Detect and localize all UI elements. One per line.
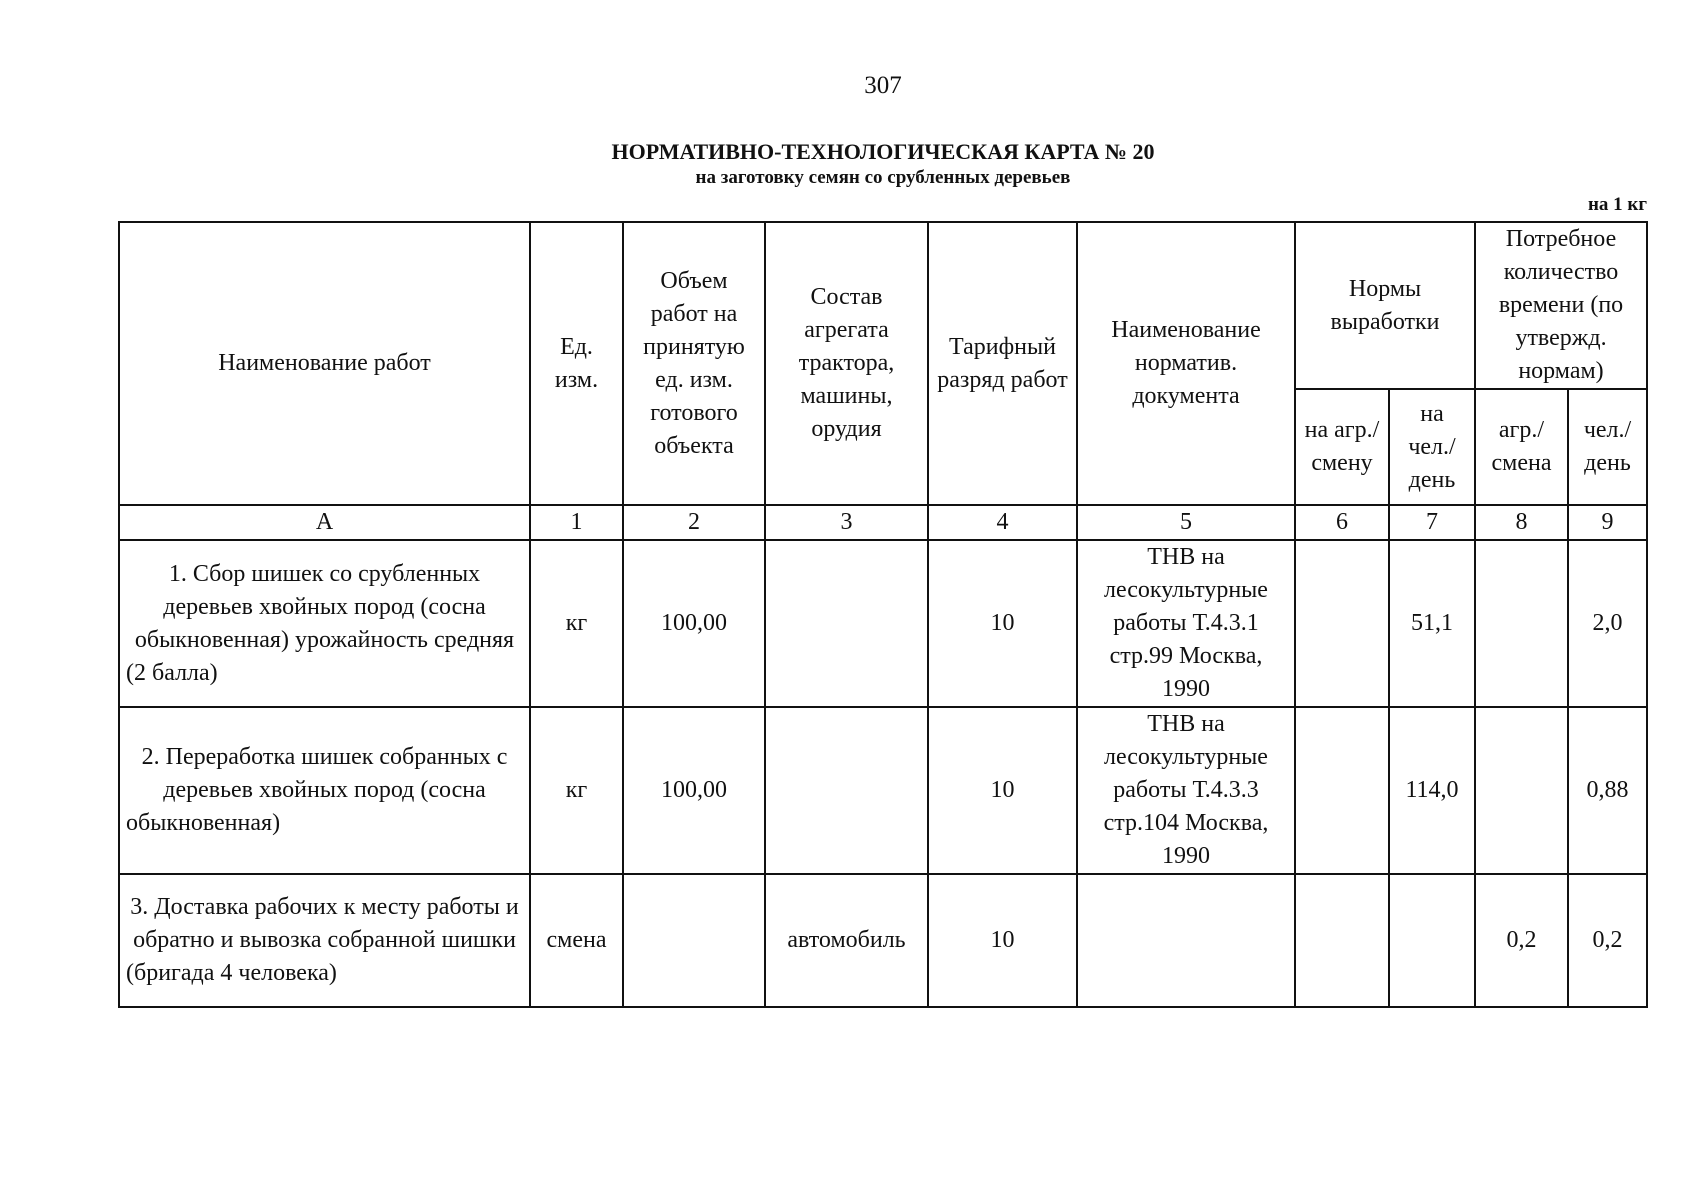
norm-man-cell bbox=[1389, 874, 1475, 1007]
unit-note: на 1 кг bbox=[1587, 194, 1647, 215]
time-man-cell: 0,88 bbox=[1568, 707, 1647, 874]
time-man-cell: 2,0 bbox=[1568, 540, 1647, 707]
unit-cell: смена bbox=[530, 874, 623, 1007]
document-cell: ТНВ на лесокультурные работы Т.4.3.1 стр.99 Москва, 1990 bbox=[1077, 540, 1295, 707]
index-cell: 9 bbox=[1568, 505, 1647, 540]
index-cell: 6 bbox=[1295, 505, 1389, 540]
table-row bbox=[119, 874, 1647, 1007]
header-grade: Тарифный разряд работ bbox=[928, 222, 1077, 505]
index-cell: 2 bbox=[623, 505, 765, 540]
document-subtitle: на заготовку семян со срубленных деревьев bbox=[695, 167, 1071, 188]
composition-cell: автомобиль bbox=[765, 874, 928, 1007]
unit-cell: кг bbox=[530, 540, 623, 707]
header-unit: Ед. изм. bbox=[530, 222, 623, 505]
index-cell: 4 bbox=[928, 505, 1077, 540]
page-number: 307 bbox=[864, 72, 902, 99]
header-name: Наименование работ bbox=[119, 222, 530, 505]
header-volume: Объем работ на принятую ед. изм. готового объекта bbox=[623, 222, 765, 505]
index-cell: 5 bbox=[1077, 505, 1295, 540]
volume-cell: 100,00 bbox=[623, 707, 765, 874]
document-title: НОРМАТИВНО-ТЕХНОЛОГИЧЕСКАЯ КАРТА № 20 bbox=[611, 139, 1155, 164]
work-name-cell: 3. Доставка рабочих к месту работы и обратно и вывозка собранной шишки (бригада 4 человека) bbox=[119, 874, 530, 1007]
header-time: Потребное количество времени (по утвержд. нормам) bbox=[1475, 222, 1647, 389]
header-time-agr: агр./ смена bbox=[1475, 389, 1568, 505]
grade-cell: 10 bbox=[928, 874, 1077, 1007]
norm-man-cell: 114,0 bbox=[1389, 707, 1475, 874]
norm-agr-cell bbox=[1295, 540, 1389, 707]
volume-cell: 100,00 bbox=[623, 540, 765, 707]
work-name-cell: 1. Сбор шишек со срубленных деревьев хвойных пород (сосна обыкновенная) урожайность средняя (2 балла) bbox=[119, 540, 530, 707]
index-cell: 8 bbox=[1475, 505, 1568, 540]
time-agr-cell: 0,2 bbox=[1475, 874, 1568, 1007]
norms-table bbox=[118, 221, 1648, 1008]
header-time-man: чел./ день bbox=[1568, 389, 1647, 505]
norm-agr-cell bbox=[1295, 707, 1389, 874]
table-row bbox=[119, 540, 1647, 707]
document-cell: ТНВ на лесокультурные работы Т.4.3.3 стр.104 Москва, 1990 bbox=[1077, 707, 1295, 874]
document-cell bbox=[1077, 874, 1295, 1007]
index-cell: 1 bbox=[530, 505, 623, 540]
index-cell: А bbox=[119, 505, 530, 540]
grade-cell: 10 bbox=[928, 540, 1077, 707]
header-norms-man: на чел./ день bbox=[1389, 389, 1475, 505]
unit-cell: кг bbox=[530, 707, 623, 874]
index-cell: 3 bbox=[765, 505, 928, 540]
composition-cell bbox=[765, 707, 928, 874]
header-row bbox=[119, 222, 1647, 389]
norm-man-cell: 51,1 bbox=[1389, 540, 1475, 707]
time-agr-cell bbox=[1475, 707, 1568, 874]
header-norms-agr: на агр./ смену bbox=[1295, 389, 1389, 505]
time-agr-cell bbox=[1475, 540, 1568, 707]
norm-agr-cell bbox=[1295, 874, 1389, 1007]
time-man-cell: 0,2 bbox=[1568, 874, 1647, 1007]
work-name-cell: 2. Переработка шишек собранных с деревьев хвойных пород (сосна обыкновенная) bbox=[119, 707, 530, 874]
grade-cell: 10 bbox=[928, 707, 1077, 874]
index-row bbox=[119, 505, 1647, 540]
header-norms: Нормы выработки bbox=[1295, 222, 1475, 389]
index-cell: 7 bbox=[1389, 505, 1475, 540]
header-document: Наименование норматив. документа bbox=[1077, 222, 1295, 505]
table-row bbox=[119, 707, 1647, 874]
volume-cell bbox=[623, 874, 765, 1007]
header-composition: Состав агрегата трактора, машины, орудия bbox=[765, 222, 928, 505]
composition-cell bbox=[765, 540, 928, 707]
